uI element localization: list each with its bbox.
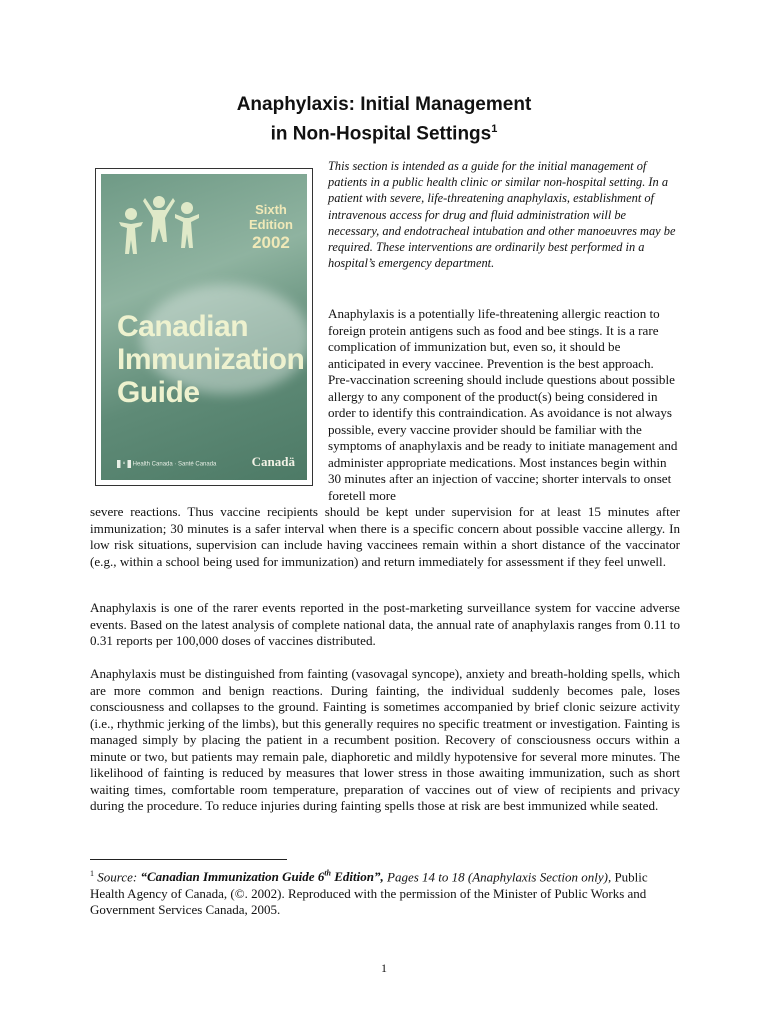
cover-footer-text: Health Canada · Santé Canada <box>132 461 217 468</box>
footnote-book-title-sup: th <box>324 869 331 878</box>
cover-edition-label <box>249 202 293 254</box>
flag-icon <box>117 460 131 468</box>
title-line-2 <box>0 117 768 146</box>
title-line-2-text: in Non-Hospital Settings <box>270 123 492 145</box>
paragraph-1-part-2: severe reactions. Thus vaccine recipients should be kept under supervision for at least 15 minutes after immunization; 30 minutes is a safer interval when there is a specific concern about possible vaccine allergy. In low risk situations, supervision can include having vaccinees remain within a short distance of the vaccinator (e.g., within a school being used for immunization) and return immediately for assessment if they feel unwell. <box>90 504 680 569</box>
cover-edition-line-2: Edition <box>248 217 293 232</box>
cover-government-logo <box>117 460 216 468</box>
people-figures-icon <box>109 184 219 274</box>
paragraph-3: Anaphylaxis must be distinguished from fainting (vasovagal syncope), anxiety and breath-holding spells, which are more common and benign reactions. During fainting, the individual suddenly becomes pale, loses consciousness and collapses to the ground. Fainting is sometimes accompanied by brief clonic seizure activity (i.e., rhythmic jerking of the limbs), but this generally requires no specific treatment or investigation. Fainting is managed simply by placing the patient in a recumbent position. Recovery of consciousness occurs within a minute or two, but patients may remain pale, diaphoretic and mildly hypotensive for several more minutes. The likelihood of fainting is reduced by measures that lower stress in those awaiting immunization, such as short waiting times, comfortable room temperature, preparation of vaccines out of view of recipients and privacy during the procedure. To reduce injuries during fainting spells those at risk are best immunized while seated. <box>90 666 680 813</box>
cover-title-line-3: Guide <box>117 376 200 409</box>
footnote-pages: Pages 14 to 18 (Anaphylaxis Section only), <box>387 869 612 885</box>
footnote-source-label: Source: <box>97 869 138 885</box>
canada-wordmark: Canadä <box>251 454 295 469</box>
footnote-book-title-end: Edition”, <box>331 869 384 885</box>
cover-title <box>117 310 304 409</box>
paragraph-2: Anaphylaxis is one of the rarer events reported in the post-marketing surveillance system for vaccine adverse events. Based on the latest analysis of complete national data, the annual rate of anaphylaxis ranges from 0.11 to 0.31 reports per 100,000 doses of vaccines distributed. <box>90 600 680 648</box>
title-line-1: Anaphylaxis: Initial Management <box>236 94 532 115</box>
guide-cover-image <box>95 168 313 486</box>
cover-title-line-2: Immunization <box>117 343 305 376</box>
cover-edition-line-1: Sixth <box>255 202 287 217</box>
cover-title-line-1: Canadian <box>117 310 249 343</box>
title-footnote-mark: 1 <box>491 123 498 135</box>
footnote-book-title <box>140 869 383 884</box>
footnote-book-title-text: “Canadian Immunization Guide 6 <box>140 869 325 885</box>
cover-artwork <box>101 174 307 480</box>
footnote-rest: Public Health Agency of Canada, (©. 2002). Reproduced with the permission of the Minister of Public Works and Government Services Canada, 2005. <box>90 869 648 918</box>
intro-paragraph: This section is intended as a guide for the initial management of patients in a public health clinic or similar non-hospital setting. In a patient with severe, life-threatening anaphylaxis, establishment of intravenous access for drug and fluid administration will be necessary, and endotracheal intubation and other manoeuvres may be required. These interventions are ordinarily best performed in a hospital’s emergency department. <box>328 159 676 271</box>
page-number: 1 <box>381 961 387 975</box>
paragraph-1-part-1: Anaphylaxis is a potentially life-threatening allergic reaction to foreign protein antigens such as food and bee stings. It is a rare complication of immunization but, even so, it should be anticipated in every vaccinee. Prevention is the best approach. Pre-vaccination screening should include questions about possible allergy to any component of the product(s) being considered in order to identify this contraindication. As avoidance is not always possible, every vaccine provider should be familiar with the symptoms of anaphylaxis and be ready to initiate management and administer appropriate medications. Most instances begin within 30 minutes after an injection of vaccine; shorter intervals to onset foretell more <box>328 306 678 503</box>
footnote-divider <box>90 859 287 860</box>
footnote-mark: 1 <box>90 869 94 878</box>
footnote <box>90 866 680 919</box>
cover-year: 2002 <box>252 233 290 252</box>
document-title <box>0 93 768 146</box>
